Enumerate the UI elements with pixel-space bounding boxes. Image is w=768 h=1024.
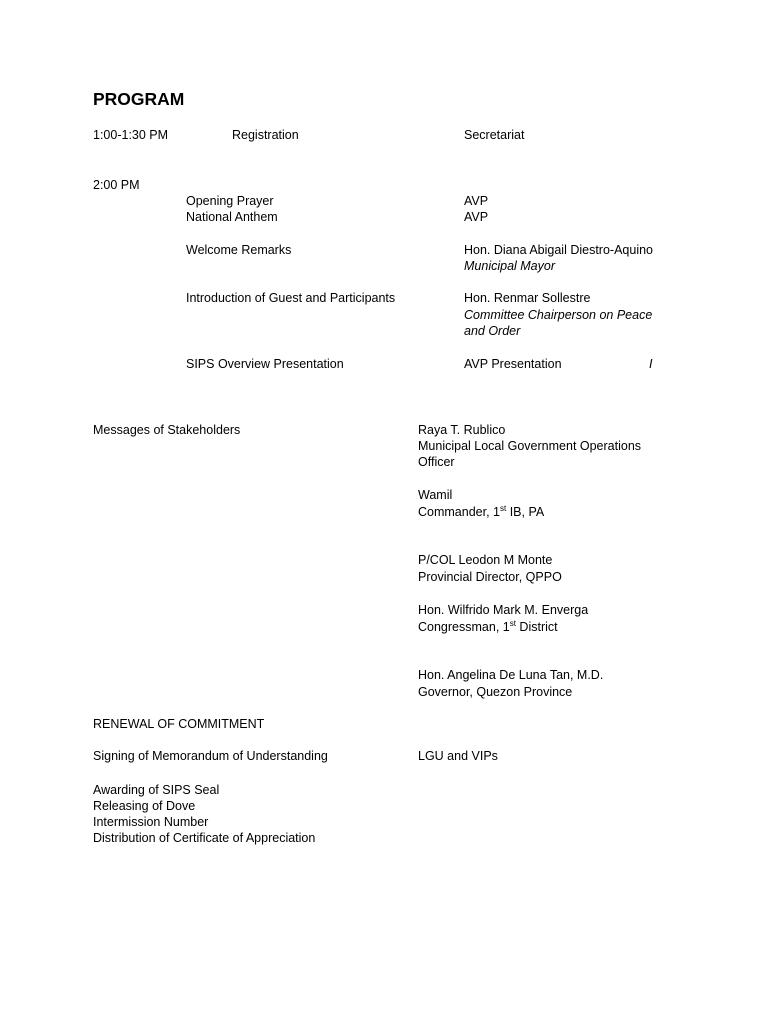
ordinal-suffix: st	[509, 618, 516, 628]
stakeholder-role: Provincial Director, QPPO	[418, 570, 562, 584]
stakeholder-name: Wamil	[418, 488, 453, 502]
registration-time: 1:00-1:30 PM	[93, 128, 169, 142]
renewal-heading: RENEWAL OF COMMITMENT	[93, 717, 265, 731]
ordinal-suffix: st	[499, 503, 507, 513]
closing-item: Intermission Number	[93, 815, 209, 829]
welcome-remarks-role: Municipal Mayor	[464, 259, 556, 273]
page-title: PROGRAM	[93, 89, 185, 109]
stakeholder-role-suffix: IB, PA	[506, 505, 545, 519]
national-anthem-activity: National Anthem	[186, 210, 278, 224]
closing-item: Awarding of SIPS Seal	[93, 783, 220, 797]
national-anthem-person: AVP	[464, 210, 489, 224]
welcome-remarks-activity: Welcome Remarks	[186, 243, 292, 257]
stakeholder-role: Municipal Local Government Operations	[418, 439, 642, 453]
stakeholder-role: Officer	[418, 455, 455, 469]
stakeholder-role-prefix: Congressman, 1	[418, 620, 510, 634]
closing-item: Releasing of Dove	[93, 799, 196, 813]
stakeholder-name: P/COL Leodon M Monte	[418, 553, 553, 567]
stakeholder-name: Raya T. Rublico	[418, 423, 506, 437]
sips-overview-person: AVP Presentation	[464, 357, 562, 371]
stakeholder-name: Hon. Wilfrido Mark M. Enverga	[418, 603, 589, 617]
closing-item: Distribution of Certificate of Appreciation	[93, 831, 316, 845]
welcome-remarks-person: Hon. Diana Abigail Diestro-Aquino	[464, 243, 653, 257]
introduction-role-line2: and Order	[464, 324, 521, 338]
sips-overview-activity: SIPS Overview Presentation	[186, 357, 344, 371]
opening-prayer-person: AVP	[464, 194, 489, 208]
stakeholder-role: Governor, Quezon Province	[418, 685, 573, 699]
introduction-person: Hon. Renmar Sollestre	[464, 291, 591, 305]
signing-activity: Signing of Memorandum of Understanding	[93, 749, 328, 763]
stakeholder-role	[418, 504, 544, 520]
stakeholder-role-prefix: Commander, 1	[418, 505, 500, 519]
registration-person: Secretariat	[464, 128, 525, 142]
introduction-activity: Introduction of Guest and Participants	[186, 291, 396, 305]
registration-activity: Registration	[232, 128, 299, 142]
stakeholder-role-suffix: District	[515, 620, 558, 634]
afternoon-time: 2:00 PM	[93, 178, 140, 192]
stakeholder-name: Hon. Angelina De Luna Tan, M.D.	[418, 668, 604, 682]
introduction-role-line1: Committee Chairperson on Peace	[464, 308, 653, 322]
sips-overview-mark: I	[649, 357, 653, 371]
opening-prayer-activity: Opening Prayer	[186, 194, 274, 208]
stakeholder-role	[418, 619, 558, 635]
signing-parties: LGU and VIPs	[418, 749, 498, 763]
messages-label: Messages of Stakeholders	[93, 423, 241, 437]
